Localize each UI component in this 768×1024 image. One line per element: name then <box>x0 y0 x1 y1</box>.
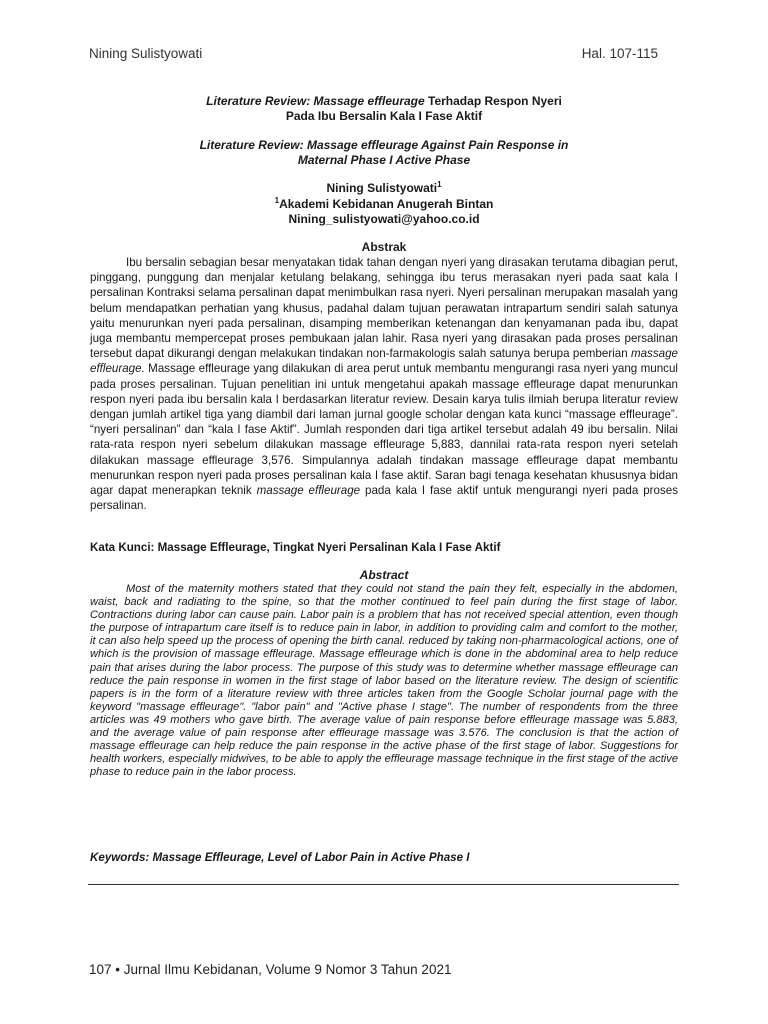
title-english <box>90 138 678 168</box>
affiliation-line <box>90 197 678 213</box>
abstract-heading: Abstract <box>359 568 409 582</box>
author-name-line <box>90 181 678 197</box>
abstrak-italic-1: massage effleurage. <box>90 347 678 376</box>
running-header-pages: Hal. 107-115 <box>581 46 658 61</box>
abstrak-text-2: Massage effleurage yang dilakukan di area perut untuk membantu mengurangi rasa nyeri yang muncul pada proses persalinan. Tujuan penelitian ini untuk mengetahui apakah massage effleurage dapat menurunkan respon nyeri pada ibu bersalin kala I berdasarkan literatur review. Desain karya tulis ilmiah berupa literatur review dengan jumlah artikel tiga yang diambil dari laman jurnal google scholar dengan kata kunci “massage effleurage”. “nyeri persalinan” dan “kala I fase Aktif”. Jumlah responden dari tiga artikel tersebut adalah 49 ibu bersalin. Nilai rata-rata respon nyeri sebelum dilakukan massage effleurage 5,883, dannilai rata-rata respon nyeri setelah dilakukan massage effleurage 3,576. Simpulannya adalah tindakan massage effleurage dapat membantu menurunkan respon nyeri pada proses persalinan kala I fase aktif. Saran bagi tenaga kesehatan khususnya bidan agar dapat menerapkan teknik <box>90 362 678 498</box>
title-id-line2: Pada Ibu Bersalin Kala I Fase Aktif <box>285 109 483 123</box>
title-id-rest: Terhadap Respon Nyeri <box>424 94 562 108</box>
title-indonesian <box>90 94 678 124</box>
title-en-line1: Literature Review: Massage effleurage Against Pain Response in <box>199 138 569 152</box>
affiliation-sup: 1 <box>274 195 280 205</box>
author-email: Nining_sulistyowati@yahoo.co.id <box>288 212 480 226</box>
keywords-english: Keywords: Massage Effleurage, Level of Labor Pain in Active Phase I <box>90 851 470 864</box>
abstrak-text-1: Ibu bersalin sebagian besar menyatakan tidak tahan dengan nyeri yang dirasakan terutama dibagian perut, pinggang, punggung dan menjalar ketulang belakang, sehingga ibu terus merasakan nyeri pada saat kala I persalinan Kontraksi selama persalinan dapat menimbulkan rasa nyeri. Nyeri persalinan merupakan masalah yang belum mendapatkan perhatian yang khusus, padahal dalam tujuan perawatan intrapartum sendiri salah satunya yaitu menurunkan nyeri pada persalinan, disamping memberikan ketenangan dan kenyamanan pada ibu, dapat juga membantu mempercepat proses pembukaan jalan lahir. Rasa nyeri yang dirasakan pada proses persalinan tersebut dapat dikurangi dengan melakukan tindakan non-farmakologis salah satunya berupa pemberian <box>90 256 678 361</box>
abstrak-body <box>90 255 678 513</box>
section-divider <box>88 884 679 885</box>
affiliation: Akademi Kebidanan Anugerah Bintan <box>279 196 494 211</box>
author-block <box>90 181 678 228</box>
abstrak-text-3: pada kala I fase aktif untuk mengurangi nyeri pada proses persalinan. <box>90 484 678 513</box>
abstract-body: Most of the maternity mothers stated that they could not stand the pain they felt, especially in the abdomen, waist, back and radiating to the spine, so that the mother continued to feel pain during the first stage of labor. Contractions during labor can cause pain. Labor pain is a problem that has not received special attention, even though the purpose of intrapartum care itself is to reduce pain in labor, in addition to providing calm and comfort to the mother, it can also help speed up the process of opening the birth canal. reduced by taking non-pharmacological actions, one of which is the provision of massage effleurage. Massage effleurage which is done in the abdominal area to help reduce pain that arises during the labor process. The purpose of this study was to determine whether massage effleurage can reduce the pain response in women in the first stage of labor based on the literature review. The design of scientific papers is in the form of a literature review with three articles taken from the Google Scholar journal page with the keyword "massage effleurage". "labor pain" and "Active phase I stage". The number of respondents from the three articles was 49 mothers who gave birth. The average value of pain response before effleurage massage was 5.883, and the average value of pain response after effleurage massage was 3.576. The conclusion is that the action of massage effleurage can help reduce the pain response in the active phase of the first stage of labor. Suggestions for health workers, especially midwives, to be able to apply the effleurage massage technique in the first stage of the active phase to reduce pain in the labor process. <box>90 583 678 779</box>
running-header-author: Nining Sulistyowati <box>89 46 203 61</box>
author-name-sup: 1 <box>437 180 442 189</box>
page-footer: 107 • Jurnal Ilmu Kebidanan, Volume 9 Nomor 3 Tahun 2021 <box>89 962 452 977</box>
abstrak-italic-2: massage effleurage <box>256 484 361 498</box>
title-en-line2: Maternal Phase I Active Phase <box>297 153 471 167</box>
abstrak-heading: Abstrak <box>361 240 407 254</box>
title-id-prefix: Literature Review: Massage effleurage <box>206 94 425 108</box>
kata-kunci: Kata Kunci: Massage Effleurage, Tingkat Nyeri Persalinan Kala I Fase Aktif <box>90 541 501 554</box>
author-name: Nining Sulistyowati <box>326 181 438 195</box>
